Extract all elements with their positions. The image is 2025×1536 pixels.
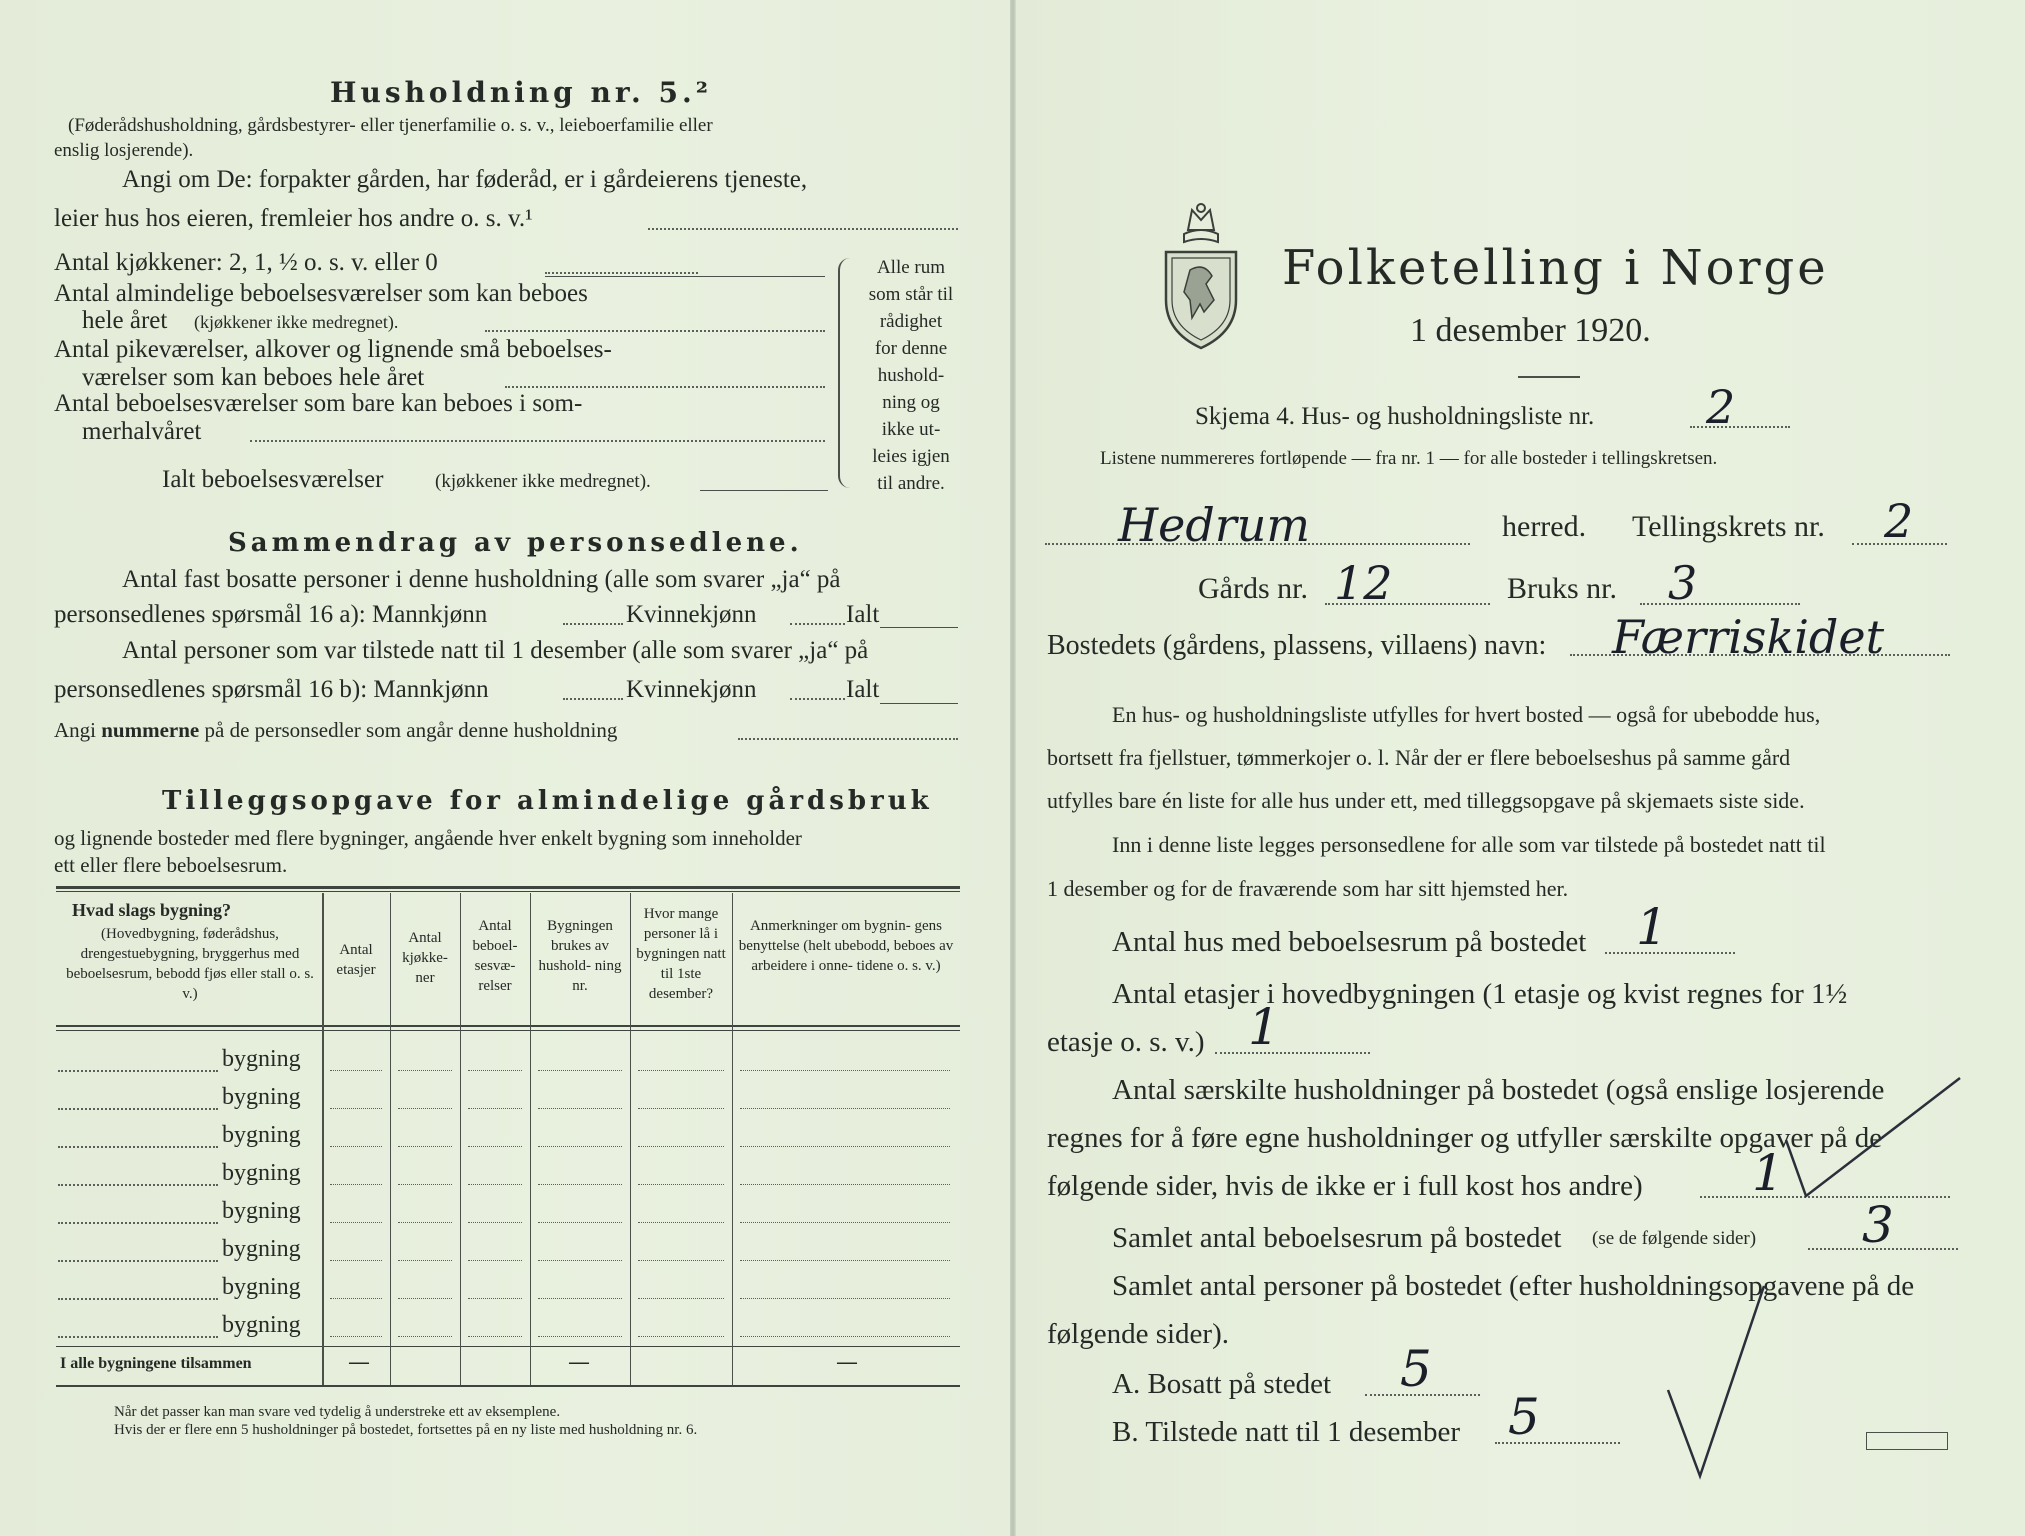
table-cell-dots [398, 1260, 452, 1261]
herred-dots [1045, 543, 1470, 545]
title-divider [1518, 376, 1580, 378]
footnote-1: Når det passer kan man svare ved tydelig å understreke ett av eksemplene. [114, 1404, 561, 1420]
rooms-ordinary-label: Antal almindelige beboelsesværelser som kan beboes [54, 280, 588, 307]
table-cell-dots [740, 1298, 950, 1299]
rooms-summer-label: Antal beboelsesværelser som bare kan beboes i som- [54, 390, 583, 417]
table-cell-dots [638, 1070, 724, 1071]
table-row-label: bygning [222, 1198, 301, 1224]
coat-of-arms-icon [1160, 200, 1242, 354]
summary-title: Sammendrag av personsedlene. [228, 528, 803, 558]
bruks-label: Bruks nr. [1507, 572, 1618, 605]
table-row-dots [58, 1108, 218, 1110]
table-head-personer: Hvor mange personer lå i bygningen natt til 1ste desember? [636, 906, 726, 1002]
table-cell-dots [330, 1260, 382, 1261]
page-fold [1010, 0, 1016, 1536]
table-cell-dots [638, 1108, 724, 1109]
summary-angi-rest: på de personsedler som angår denne husholdning [204, 718, 618, 742]
tilstede-label: B. Tilstede natt til 1 desember [1112, 1416, 1460, 1448]
table-head-rule-2 [56, 1030, 960, 1031]
rooms-year-note: (kjøkkener ikke medregnet). [194, 312, 399, 332]
brace-note-line: Alle rum [876, 257, 946, 278]
info-line-1: En hus- og husholdningsliste utfylles for hvert bosted — også for ubebodde hus, [1112, 702, 1821, 727]
tilstede-value: 5 [1508, 1388, 1540, 1446]
table-cell-dots [330, 1298, 382, 1299]
kitchens-label: Antal kjøkkener: 2, 1, ½ o. s. v. eller 0 [54, 249, 438, 276]
etasjer-line-2: etasje o. s. v.) [1047, 1026, 1205, 1058]
table-head-main: Hvad slags bygning? [72, 900, 232, 920]
hush-line-1: Antal særskilte husholdninger på bostedet (også enslige losjerende [1112, 1074, 1885, 1106]
check-mark-icon [1770, 1070, 1970, 1200]
table-row-dots [58, 1336, 218, 1338]
table-cell-dots [638, 1222, 724, 1223]
gards-dots [1325, 603, 1490, 605]
table-cell-dots [538, 1146, 622, 1147]
bosatt-value: 5 [1400, 1340, 1432, 1398]
table-total-rule [56, 1346, 960, 1347]
table-row-label: bygning [222, 1160, 301, 1186]
herred-label: herred. [1502, 510, 1587, 543]
table-cell-dots [398, 1184, 452, 1185]
bruks-dots [1640, 603, 1800, 605]
ialt-rooms-line [700, 490, 828, 491]
rooms-summer-dots [250, 440, 825, 442]
table-row-dots [58, 1222, 218, 1224]
table-cell-dots [330, 1184, 382, 1185]
brace-note-line: ikke ut- [881, 419, 941, 440]
table-cell-dots [638, 1260, 724, 1261]
rum-dots [1808, 1248, 1958, 1250]
rooms-maid-label-2: værelser som kan beboes hele året [82, 364, 425, 391]
table-cell-dots [398, 1070, 452, 1071]
table-cell-dots [398, 1108, 452, 1109]
table-cell-dots [330, 1146, 382, 1147]
angi-line-1: Angi om De: forpakter gården, har føderåd, er i gårdeierens tjeneste, [122, 166, 808, 193]
brace-note-line: til andre. [877, 473, 945, 494]
table-cell-dots [638, 1146, 724, 1147]
table-cell-dots [538, 1184, 622, 1185]
rum-label: Samlet antal beboelsesrum på bostedet [1112, 1222, 1562, 1254]
info-line-3: utfylles bare én liste for alle hus under ett, med tilleggsopgave på skjemaets siste side. [1047, 788, 1805, 813]
summary-total-b-line [880, 703, 958, 704]
table-col-sep [530, 893, 531, 1385]
table-cell-dots [468, 1070, 522, 1071]
table-cell-dots [468, 1336, 522, 1337]
rooms-year-label: hele året [82, 307, 168, 334]
brace-note-line: rådighet [879, 311, 943, 332]
hus-dots [1605, 952, 1735, 954]
table-cell-dots [398, 1336, 452, 1337]
table-cell-dots [740, 1336, 950, 1337]
summary-male-a-dots [563, 623, 623, 625]
table-cell-dots [538, 1070, 622, 1071]
table-cell-dots [398, 1146, 452, 1147]
bosted-dots [1570, 654, 1950, 656]
table-col-sep [630, 893, 631, 1385]
summary-female-b-dots [790, 698, 845, 700]
table-head-anmerkninger: Anmerkninger om bygnin- gens benyttelse (helt ubebodd, beboes av arbeidere i onne- tidene o. s. v.) [738, 918, 954, 974]
angi-dotted-line [648, 228, 958, 230]
table-cell-dots [538, 1336, 622, 1337]
info-line-2: bortsett fra fjellstuer, tømmerkojer o. l. Når der er flere beboelseshus på samme gård [1047, 745, 1791, 770]
table-cell-dots [538, 1108, 622, 1109]
table-cell-dots [468, 1184, 522, 1185]
table-row-dots [58, 1184, 218, 1186]
skjema-value: 2 [1706, 380, 1736, 434]
table-cell-dots [330, 1222, 382, 1223]
table-head-main-sub: (Hovedbygning, føderådshus, drengestuebygning, bryggerhus med beboelsesrum, bebodd fjøs eller stall o. s. v.) [66, 926, 314, 1002]
skjema-label: Skjema 4. Hus- og husholdningsliste nr. [1195, 403, 1595, 430]
table-cell-dots [468, 1260, 522, 1261]
summary-female-a-dots [790, 623, 845, 625]
tilstede-dots [1495, 1442, 1620, 1444]
tellingskrets-dots [1852, 543, 1947, 545]
gards-label: Gårds nr. [1198, 572, 1308, 605]
table-col-sep [732, 893, 733, 1385]
etasjer-value: 1 [1248, 998, 1280, 1056]
summary-female-a-label: Kvinnekjønn [626, 601, 757, 628]
table-row-dots [58, 1298, 218, 1300]
table-cell-dots [740, 1184, 950, 1185]
table-cell-dots [538, 1298, 622, 1299]
rooms-brace [838, 258, 854, 488]
table-cell-dots [398, 1222, 452, 1223]
rooms-ordinary-dots [485, 330, 825, 332]
ialt-rooms-label: Ialt beboelsesværelser [162, 466, 384, 493]
summary-male-b-dots [563, 698, 623, 700]
table-cell-dots [638, 1184, 724, 1185]
check-mark-icon [1660, 1280, 1770, 1480]
household-title: Husholdning nr. 5.² [330, 76, 713, 109]
pers-line-1: Samlet antal personer på bostedet (efter husholdningsopgavene på de [1112, 1270, 1915, 1302]
table-cell-dots [330, 1070, 382, 1071]
table-row-dots [58, 1260, 218, 1262]
table-head-etasjer: Antal etasjer [336, 942, 376, 978]
info-line-4: Inn i denne liste legges personsedlene for alle som var tilstede på bostedet natt til [1112, 832, 1826, 857]
summary-total-a-label: Ialt [846, 601, 880, 628]
table-head-kjokkener: Antal kjøkke- ner [402, 930, 448, 986]
table-cell-dots [330, 1336, 382, 1337]
rooms-maid-label: Antal pikeværelser, alkover og lignende små beboelses- [54, 336, 612, 363]
rooms-summer-label-2: merhalvåret [82, 418, 202, 445]
brace-note [856, 254, 966, 497]
brace-note-line: hushold- [877, 365, 945, 386]
table-top-rule [56, 886, 960, 889]
household-subtitle-1: (Føderådshusholdning, gårdsbestyrer- eller tjenerfamilie o. s. v., leieboerfamilie eller [68, 115, 713, 136]
brace-note-line: som står til [868, 284, 954, 305]
pers-line-2: følgende sider). [1047, 1318, 1229, 1350]
table-total-dash: — [836, 1350, 858, 1375]
bosted-value: Færriskidet [1612, 610, 1885, 664]
table-total-label: I alle bygningene tilsammen [60, 1355, 252, 1372]
table-cell-dots [740, 1146, 950, 1147]
herred-value: Hedrum [1118, 498, 1311, 552]
table-head-rule [56, 1025, 960, 1027]
table-cell-dots [468, 1222, 522, 1223]
summary-angi-dots [738, 738, 958, 740]
summary-line-1: Antal fast bosatte personer i denne husholdning (alle som svarer „ja“ på [122, 566, 841, 593]
table-cell-dots [468, 1108, 522, 1109]
brace-note-line: leies igjen [872, 446, 950, 467]
summary-total-a-line [880, 627, 958, 628]
bosatt-label: A. Bosatt på stedet [1112, 1368, 1332, 1400]
table-row-label: bygning [222, 1122, 301, 1148]
table-cell-dots [740, 1070, 950, 1071]
etasjer-dots [1215, 1052, 1370, 1054]
table-cell-dots [740, 1260, 950, 1261]
summary-total-b-label: Ialt [846, 676, 880, 703]
hush-line-3: følgende sider, hvis de ikke er i full kost hos andre) [1047, 1170, 1643, 1202]
table-total-dash: — [568, 1350, 590, 1375]
table-cell-dots [638, 1336, 724, 1337]
table-top-rule-2 [56, 891, 960, 892]
table-col-sep [390, 893, 391, 1385]
tellingskrets-label: Tellingskrets nr. [1632, 510, 1825, 543]
footnote-2: Hvis der er flere enn 5 husholdninger på bostedet, fortsettes på en ny liste med husholdning nr. 6. [114, 1422, 698, 1438]
table-total-dash: — [348, 1350, 370, 1375]
hus-label: Antal hus med beboelsesrum på bostedet [1112, 926, 1587, 958]
info-line-5: 1 desember og for de fraværende som har sitt hjemsted her. [1047, 876, 1569, 901]
table-cell-dots [398, 1298, 452, 1299]
brace-note-line: ning og [882, 392, 940, 413]
table-head-beboelsesvaerelser: Antal beboel- sesvæ- relser [472, 918, 518, 994]
brace-note-line: for denne [874, 338, 948, 359]
table-cell-dots [740, 1108, 950, 1109]
table-cell-dots [468, 1146, 522, 1147]
supplement-line-1: og lignende bosteder med flere bygninger, angående hver enkelt bygning som inneholder [54, 826, 802, 850]
hush-value: 1 [1752, 1144, 1784, 1202]
bosted-label: Bostedets (gårdens, plassens, villaens) navn: [1047, 630, 1547, 661]
table-row-label: bygning [222, 1312, 301, 1338]
table-head-husholdning: Bygningen brukes av hushold- ning nr. [538, 918, 622, 994]
table-col-sep [460, 893, 461, 1385]
table-bottom-rule [56, 1385, 960, 1387]
summary-angi-word: Angi [54, 718, 96, 742]
ialt-rooms-note: (kjøkkener ikke medregnet). [435, 471, 651, 492]
table-row-dots [58, 1070, 218, 1072]
rum-value: 3 [1862, 1196, 1894, 1254]
summary-female-b-label: Kvinnekjønn [626, 676, 757, 703]
etasjer-line-1: Antal etasjer i hovedbygningen (1 etasje og kvist regnes for 1½ [1112, 978, 1848, 1010]
summary-line-2: personsedlenes spørsmål 16 a): Mannkjønn [54, 601, 488, 628]
table-cell-dots [330, 1108, 382, 1109]
census-date: 1 desember 1920. [1410, 312, 1651, 349]
kitchens-dots [545, 272, 698, 274]
angi-line-2: leier hus hos eieren, fremleier hos andre o. s. v.¹ [54, 205, 533, 232]
table-row-label: bygning [222, 1046, 301, 1072]
tellingskrets-value: 2 [1884, 494, 1914, 548]
summary-line-3: Antal personer som var tilstede natt til 1 desember (alle som svarer „ja“ på [122, 637, 869, 664]
bruks-value: 3 [1668, 556, 1698, 610]
kitchens-answer-line [545, 276, 825, 277]
census-title: Folketelling i Norge [1282, 240, 1829, 296]
table-cell-dots [638, 1298, 724, 1299]
table-row-label: bygning [222, 1084, 301, 1110]
rum-note: (se de følgende sider) [1592, 1228, 1757, 1249]
summary-line-4: personsedlenes spørsmål 16 b): Mannkjønn [54, 676, 489, 703]
numbering-note: Listene nummereres fortløpende — fra nr. 1 — for alle bosteder i tellingskretsen. [1100, 448, 1718, 469]
summary-angi-bold: nummerne [101, 718, 200, 742]
table-cell-dots [740, 1222, 950, 1223]
table-row-dots [58, 1146, 218, 1148]
household-subtitle-2: enslig losjerende). [54, 140, 194, 161]
rooms-maid-dots [505, 386, 825, 388]
gards-value: 12 [1334, 556, 1393, 610]
supplement-title: Tilleggsopgave for almindelige gårdsbruk [162, 786, 933, 816]
bosatt-dots [1365, 1394, 1480, 1396]
hus-value: 1 [1636, 898, 1668, 956]
summary-angi [54, 718, 617, 743]
hush-line-2: regnes for å føre egne husholdninger og utfyller særskilte opgaver på de [1047, 1122, 1883, 1154]
supplement-line-2: ett eller flere beboelsesrum. [54, 853, 288, 877]
table-cell-dots [538, 1260, 622, 1261]
printer-stamp [1866, 1432, 1948, 1450]
table-row-label: bygning [222, 1274, 301, 1300]
table-cell-dots [468, 1298, 522, 1299]
skjema-dots [1690, 426, 1790, 428]
table-row-label: bygning [222, 1236, 301, 1262]
table-cell-dots [538, 1222, 622, 1223]
